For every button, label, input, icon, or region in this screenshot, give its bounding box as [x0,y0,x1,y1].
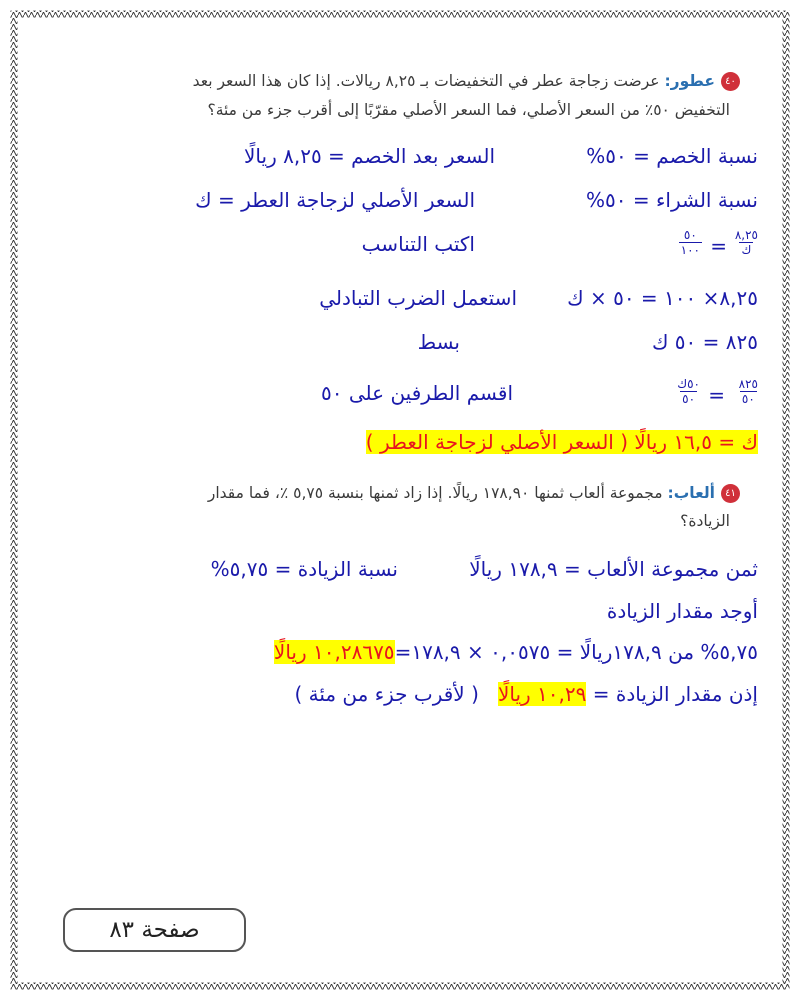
problem-41-line2: الزيادة؟ [680,512,730,530]
fraction-denominator: ٥٠ [682,392,696,406]
cross-multiply-equation: ٨,٢٥× ١٠٠ = ٥٠ × ك [567,286,758,310]
answer-original-price: ك = ١٦,٥ ريالًا ( السعر الأصلي لزجاجة العطر ) [365,430,758,454]
increase-calculation [274,640,758,664]
equals-sign: = [708,383,725,407]
calculation-result: ١٠,٢٨٦٧٥ ريالًا [273,640,395,664]
fraction-numerator: ٨٢٥ [738,377,758,391]
simplify-equation: ٨٢٥ = ٥٠ ك [651,330,758,354]
problem-41-line1 [208,484,740,503]
problem-40-line1 [193,72,740,91]
problem-number-badge: ٤٠ [721,72,740,91]
purchase-rate: نسبة الشراء = ٥٠% [586,188,758,212]
write-proportion-label: اكتب التناسب [361,232,475,256]
problem-40-line2: التخفيض ٥٠٪ من السعر الأصلي، فما السعر الأصلي مقرّبًا إلى أقرب جزء من مئة؟ [207,101,730,119]
fraction-denominator: ٥٠ [741,392,755,406]
problem-text: مجموعة ألعاب ثمنها ١٧٨,٩٠ ريالًا. إذا زاد ثمنها بنسبة ٥,٧٥ ٪، فما مقدار [207,484,663,502]
find-increase-label: أوجد مقدار الزيادة [606,599,758,623]
final-answer-value: ١٠,٢٩ ريالًا [497,682,587,706]
problem-number-badge: ٤١ [721,484,740,503]
original-price-variable: السعر الأصلي لزجاجة العطر = ك [195,188,475,212]
final-increase-answer [294,682,758,706]
fraction-numerator: ٥٠ك [677,377,700,391]
fraction-denominator: ١٠٠ [680,243,700,257]
fraction-numerator: ٨,٢٥ [734,228,758,242]
cross-multiply-label: استعمل الضرب التبادلي [319,286,517,310]
rounding-note: ( لأقرب جزء من مئة ) [294,682,479,706]
problem-text: عرضت زجاجة عطر في التخفيضات بـ ٨,٢٥ ريالات. إذا كان هذا السعر بعد [192,72,660,90]
final-answer-prefix: إذن مقدار الزيادة = [592,682,758,706]
divide-right-fraction [675,377,702,406]
page-number-box: صفحة ٨٣ [63,908,246,952]
divide-both-sides-label: اقسم الطرفين على ٥٠ [321,381,513,405]
games-price: ثمن مجموعة الألعاب = ١٧٨,٩ ريالًا [469,557,758,581]
proportion-right-fraction [679,228,702,257]
calculation-expression: ٥,٧٥% من ١٧٨,٩ريالًا = ٠,٠٥٧٥ × ١٧٨,٩= [394,640,758,664]
simplify-label: بسط [417,330,460,354]
proportion-left-fraction [733,228,760,257]
equals-sign: = [710,234,727,258]
problem-title: ألعاب: [667,484,715,502]
problem-title: عطور: [664,72,715,90]
discount-rate: نسبة الخصم = ٥٠% [586,144,758,168]
divide-left-fraction [737,377,760,406]
fraction-numerator: ٥٠ [683,228,697,242]
increase-rate: نسبة الزيادة = ٥,٧٥% [210,557,398,581]
fraction-denominator: ك [741,243,752,257]
price-after-discount: السعر بعد الخصم = ٨,٢٥ ريالًا [244,144,495,168]
